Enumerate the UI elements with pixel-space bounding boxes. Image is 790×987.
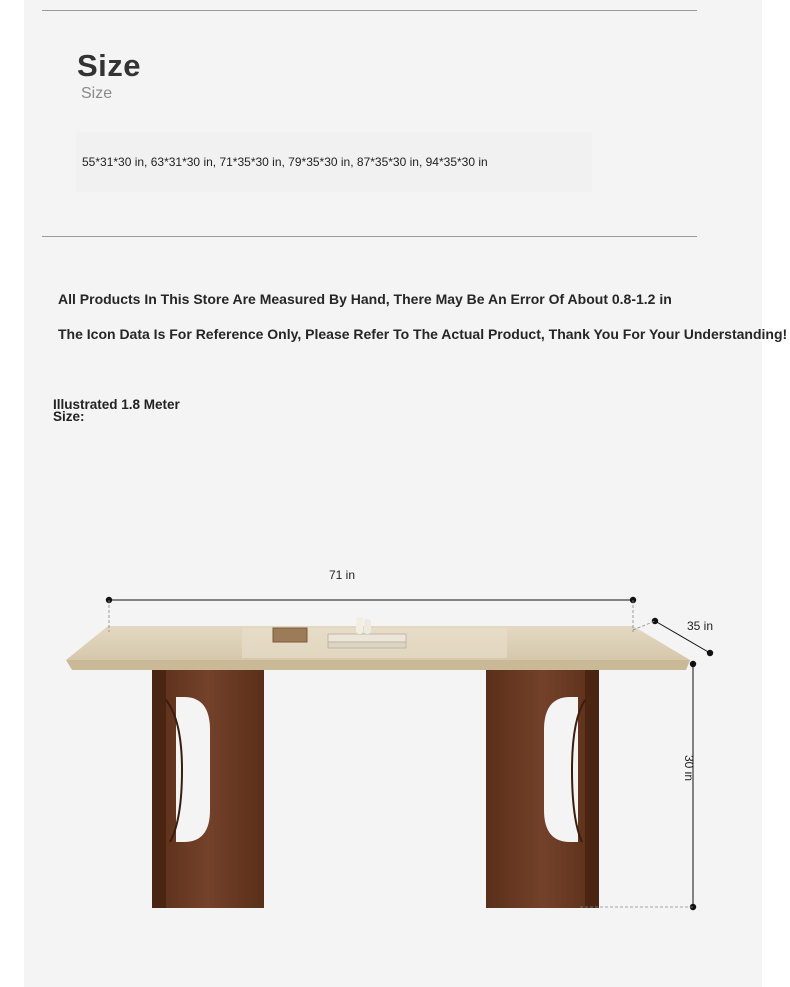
measurement-note: All Products In This Store Are Measured By Hand, There May Be An Error Of About 0.8-1.2 in [58,291,672,307]
length-label: 71 in [328,568,356,582]
size-heading: Size [77,48,142,83]
depth-label: 35 in [687,619,714,633]
size-options-text: 55*31*30 in, 63*31*30 in, 71*35*30 in, 79*35*30 in, 87*35*30 in, 94*35*30 in [82,155,488,169]
size-subheading: Size [81,85,113,102]
illustration-label-line2: Size: [53,409,85,424]
height-label: 30 in [682,755,696,782]
reference-note: The Icon Data Is For Reference Only, Please Refer To The Actual Product, Thank You For Your Understanding! [58,326,788,342]
illustration-label-line1: Illustrated 1.8 Meter [53,397,180,412]
right-table-leg [486,668,599,908]
left-table-leg [152,668,264,908]
